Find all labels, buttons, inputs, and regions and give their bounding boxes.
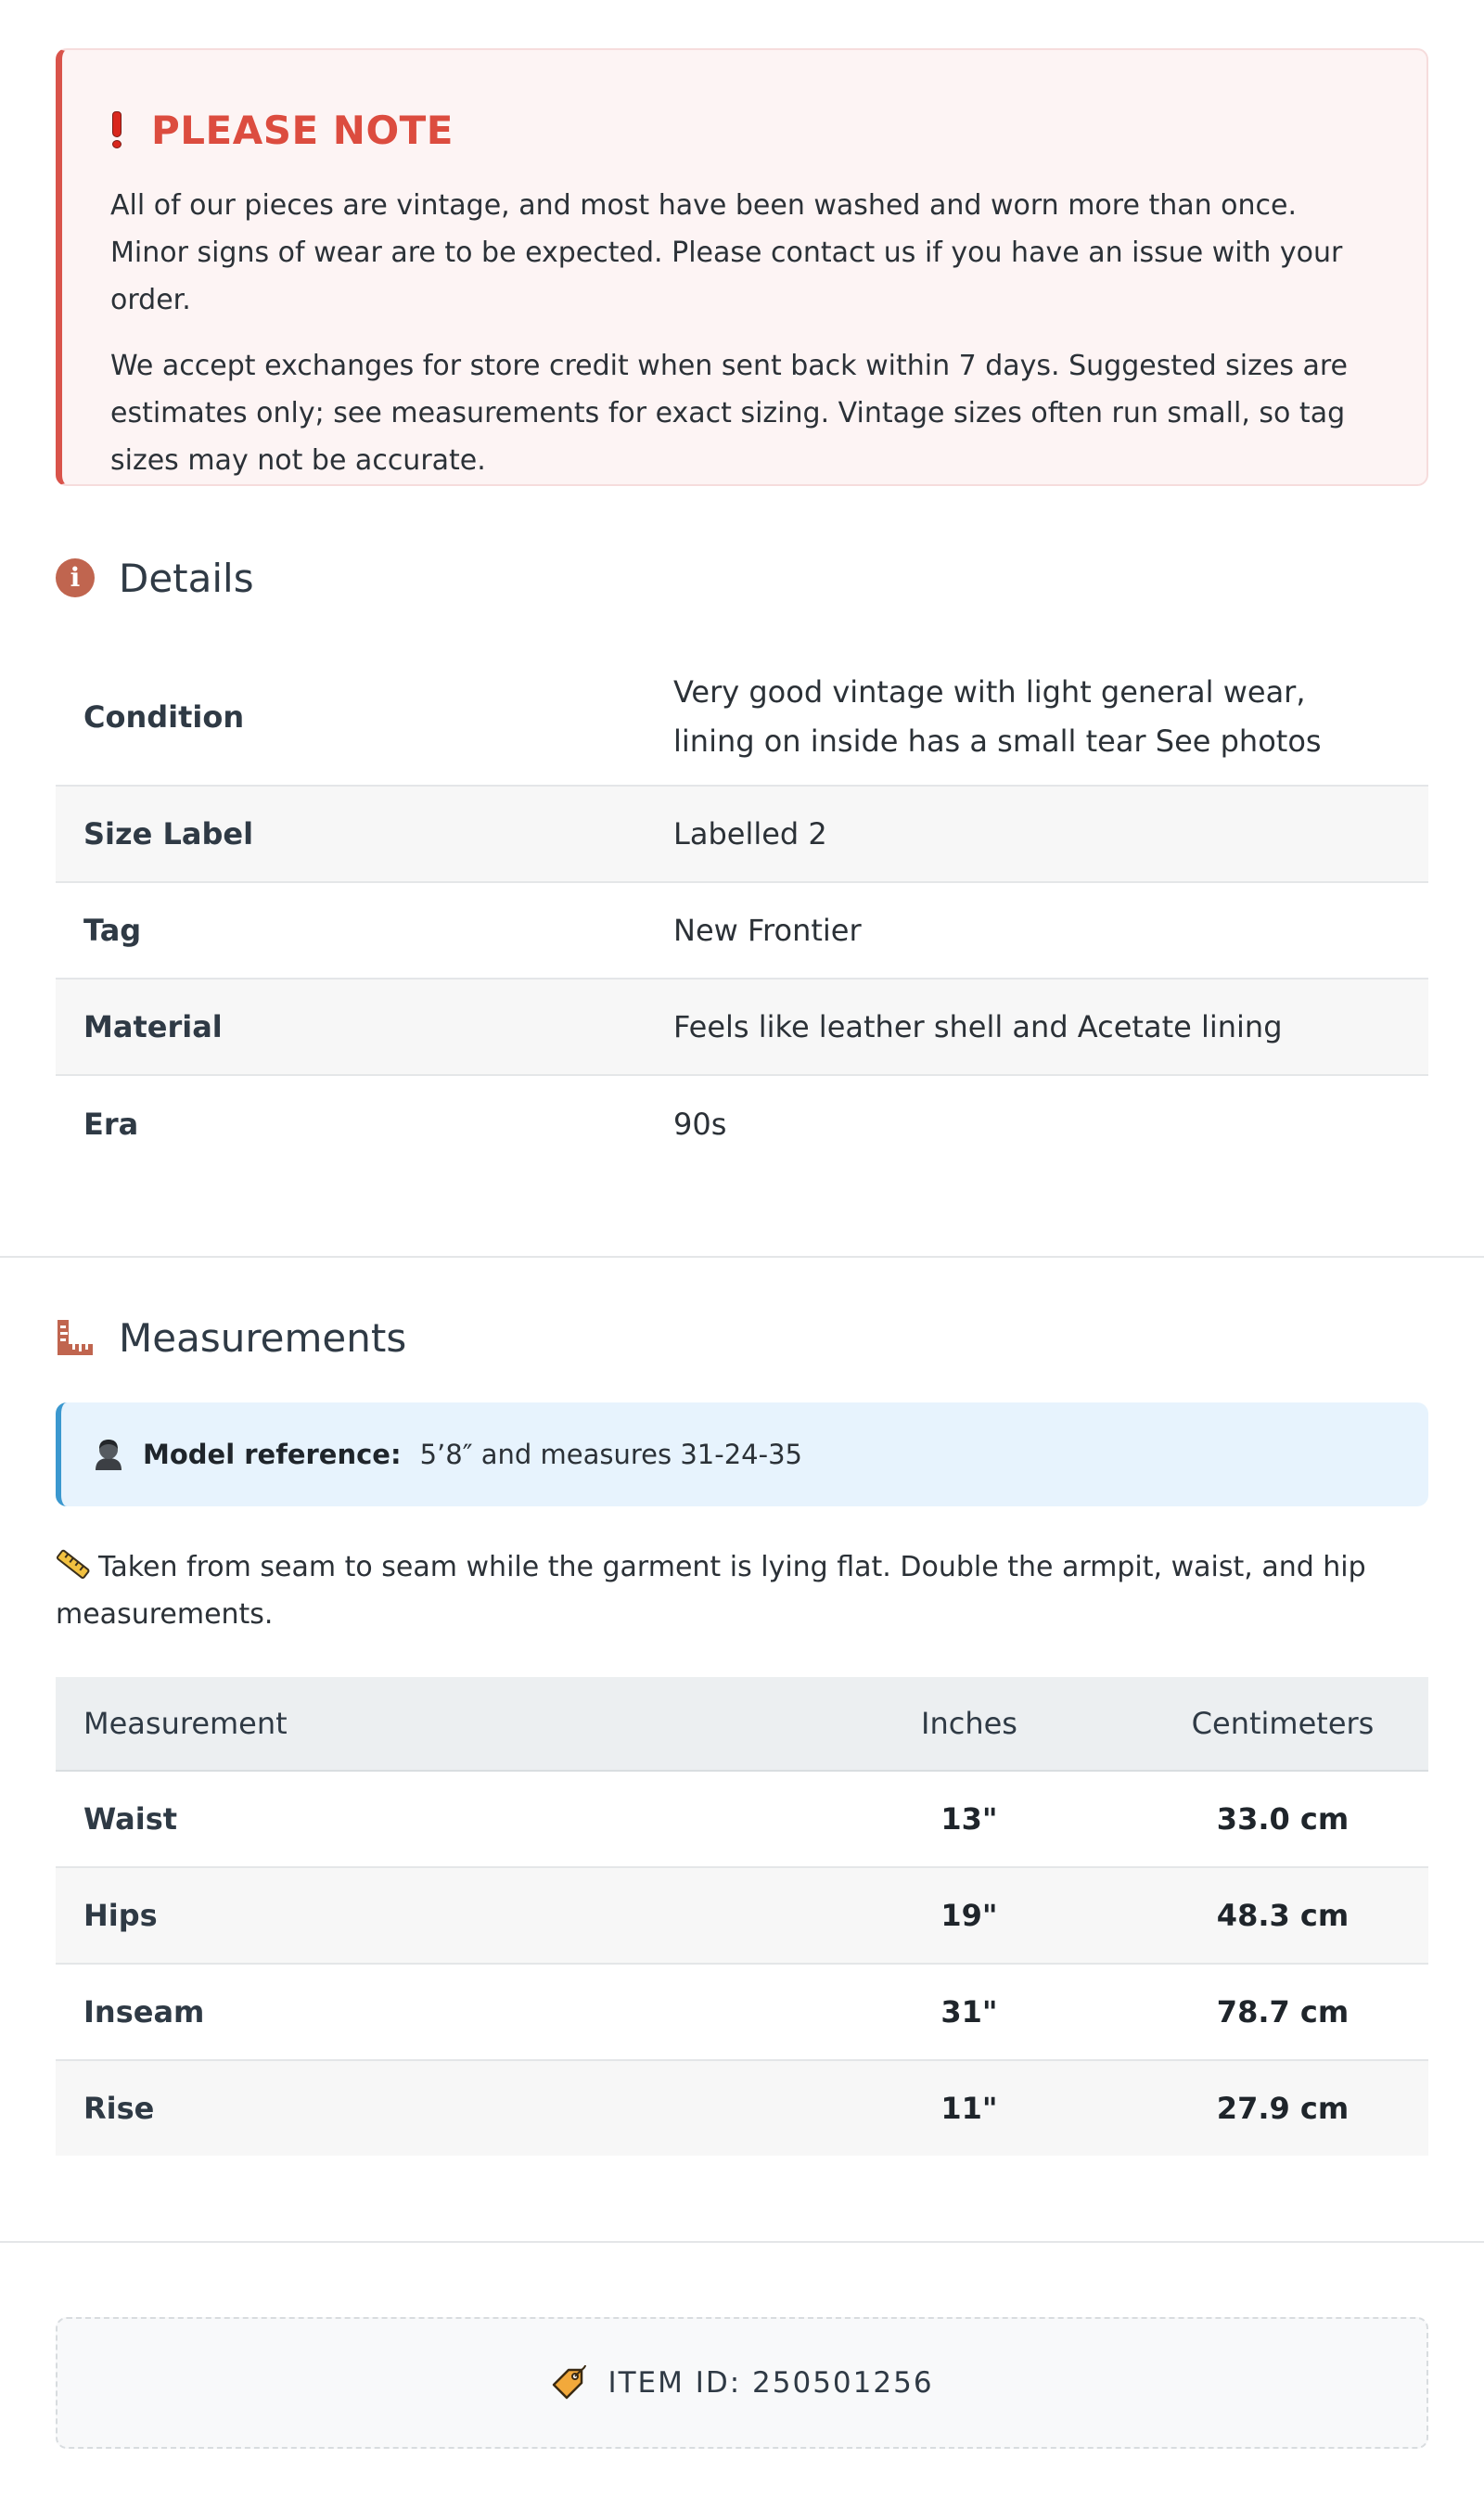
measurement-name: Waist: [83, 1801, 178, 1837]
ruler-icon: [56, 1318, 95, 1357]
details-value: New Frontier: [673, 912, 862, 948]
measurements-heading: [56, 1310, 406, 1365]
details-value: Feels like leather shell and Acetate lining: [673, 1008, 1283, 1044]
measurement-cm: 78.7 cm: [1216, 1994, 1350, 2030]
notice-paragraph: All of our pieces are vintage, and most have been washed and worn more than once. Minor signs of wear are to be expected. Please contact us if you have an issue with your order.: [110, 189, 1343, 316]
column-header-inches: Inches: [921, 1706, 1017, 1741]
item-id-box: [56, 2317, 1428, 2449]
table-row: [56, 1868, 1428, 1965]
table-row: [56, 1965, 1428, 2061]
measurement-inches: 11": [940, 2091, 998, 2126]
details-row: [56, 649, 1428, 787]
section-divider: [0, 2241, 1484, 2243]
details-value: Very good vintage with light general wear, lining on inside has a small tear See photos: [673, 674, 1322, 759]
details-table: [56, 649, 1428, 1172]
pencil-icon: [56, 1547, 91, 1579]
measurement-cm: 48.3 cm: [1216, 1898, 1350, 1933]
details-label: Era: [83, 1107, 139, 1142]
model-reference-label: Model reference:: [143, 1439, 402, 1470]
details-label: Tag: [83, 913, 142, 948]
details-title: Details: [119, 555, 254, 601]
table-header-row: [56, 1677, 1428, 1772]
measurement-note: [56, 1543, 1428, 1638]
measurement-note-text: Taken from seam to seam while the garment is lying flat. Double the armpit, waist, and hip measurements.: [56, 1551, 1366, 1631]
details-row: [56, 980, 1428, 1076]
measurement-name: Rise: [83, 2091, 155, 2126]
info-icon: i: [56, 558, 95, 597]
details-heading: [56, 550, 254, 606]
details-row: [56, 1076, 1428, 1172]
tag-icon: [550, 2364, 587, 2401]
measurement-cm: 33.0 cm: [1216, 1801, 1350, 1837]
table-row: [56, 1772, 1428, 1868]
column-header-measurement: Measurement: [83, 1706, 288, 1741]
details-row: [56, 883, 1428, 980]
measurements-table: [56, 1677, 1428, 2156]
measurements-title: Measurements: [119, 1314, 407, 1361]
measurement-name: Hips: [83, 1898, 158, 1933]
table-row: [56, 2061, 1428, 2156]
measurement-name: Inseam: [83, 1994, 205, 2030]
notice-title: PLEASE NOTE: [151, 107, 454, 153]
person-icon: [93, 1438, 124, 1471]
exclamation-icon: [110, 111, 123, 148]
details-value: 90s: [673, 1106, 727, 1142]
details-label: Condition: [83, 699, 245, 735]
measurement-inches: 13": [940, 1801, 998, 1837]
details-label: Size Label: [83, 816, 254, 852]
details-row: [56, 787, 1428, 883]
model-reference-value: 5’8″ and measures 31-24-35: [419, 1439, 802, 1470]
details-label: Material: [83, 1009, 223, 1044]
details-value: Labelled 2: [673, 815, 827, 852]
notice-header: [110, 104, 1378, 156]
item-id: ITEM ID: 250501256: [608, 2366, 934, 2400]
notice-paragraph: We accept exchanges for store credit when sent back within 7 days. Suggested sizes are estimates only; see measurements for exact sizing. Vintage sizes often run small, so tag sizes may not be accurate.: [110, 350, 1349, 477]
column-header-centimeters: Centimeters: [1191, 1706, 1375, 1741]
section-divider: [0, 1256, 1484, 1258]
measurement-cm: 27.9 cm: [1216, 2091, 1350, 2126]
measurement-inches: 19": [940, 1898, 998, 1933]
measurement-inches: 31": [940, 1994, 998, 2030]
model-reference-box: [56, 1402, 1428, 1506]
notice-box: [56, 48, 1428, 486]
